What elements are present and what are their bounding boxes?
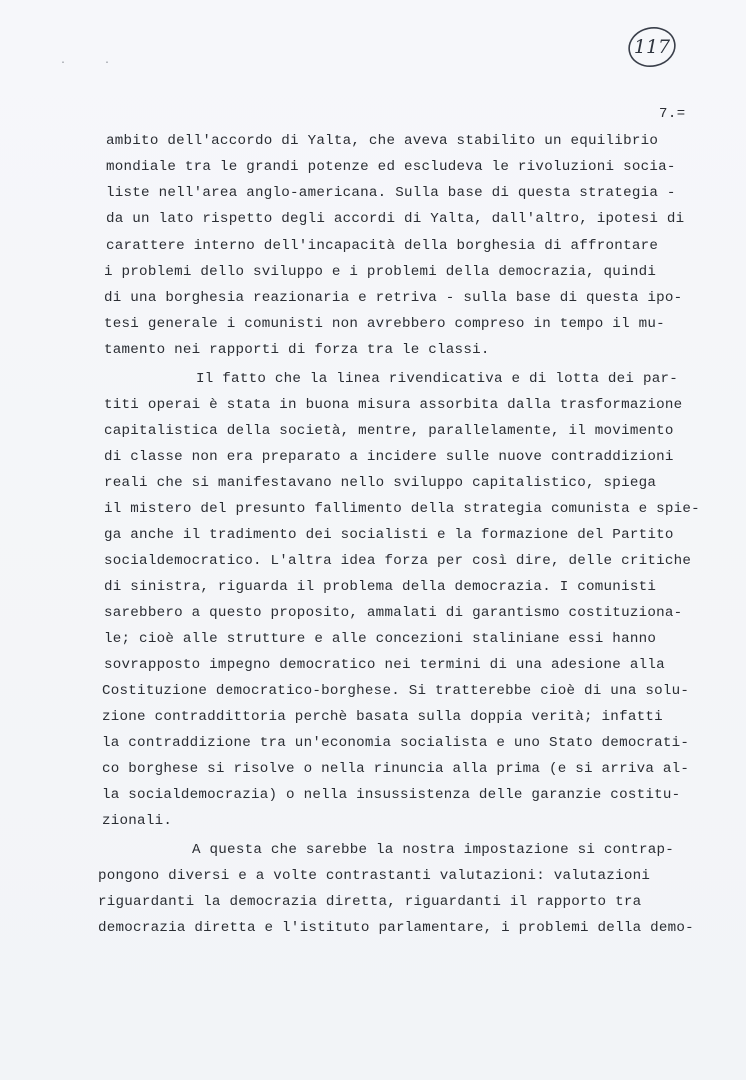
text-line: da un lato rispetto degli accordi di Yalta, dall'altro, ipotesi di [106, 211, 685, 227]
text-line: la socialdemocrazia) o nella insussistenza delle garanzie costitu- [102, 787, 681, 803]
paragraph-start-line: A questa che sarebbe la nostra impostazione si contrap- [192, 842, 675, 858]
text-line: pongono diversi e a volte contrastanti valutazioni: valutazioni [98, 868, 651, 884]
text-line: zionali. [102, 813, 173, 829]
paragraph-start-line: Il fatto che la linea rivendicativa e di lotta dei par- [196, 371, 679, 387]
text-line: carattere interno dell'incapacità della borghesia di affrontare [106, 238, 659, 254]
text-line: ambito dell'accordo di Yalta, che aveva stabilito un equilibrio [106, 133, 659, 149]
text-line: titi operai è stata in buona misura assorbita dalla trasformazione [104, 397, 683, 413]
text-line: sovrapposto impegno democratico nei termini di una adesione alla [104, 657, 665, 673]
text-line: i problemi dello sviluppo e i problemi della democrazia, quindi [104, 264, 657, 280]
text-line: mondiale tra le grandi potenze ed escludeva le rivoluzioni socia- [106, 159, 676, 175]
text-line: Costituzione democratico-borghese. Si tratterebbe cioè di una solu- [102, 683, 690, 699]
text-line: socialdemocratico. L'altra idea forza per così dire, delle critiche [104, 553, 692, 569]
text-line: ga anche il tradimento dei socialisti e la formazione del Partito [104, 527, 674, 543]
text-line: capitalistica della società, mentre, parallelamente, il movimento [104, 423, 674, 439]
text-line: il mistero del presunto fallimento della strategia comunista e spie- [104, 501, 700, 517]
text-line: democrazia diretta e l'istituto parlamentare, i problemi della demo- [98, 920, 694, 936]
text-line: riguardanti la democrazia diretta, riguardanti il rapporto tra [98, 894, 642, 910]
text-line: di sinistra, riguarda il problema della democrazia. I comunisti [104, 579, 657, 595]
archive-number-text: 117 [633, 36, 671, 58]
text-line: liste nell'area anglo-americana. Sulla base di questa strategia - [106, 185, 676, 201]
text-line: la contraddizione tra un'economia socialista e uno Stato democrati- [102, 735, 690, 751]
text-line: zione contraddittoria perchè basata sulla doppia verità; infatti [102, 709, 663, 725]
page-number: 7.= [659, 106, 686, 122]
scan-specks: · · [60, 58, 127, 69]
text-line: le; cioè alle strutture e alle concezioni staliniane essi hanno [104, 631, 657, 647]
text-line: di una borghesia reazionaria e retriva - sulla base di questa ipo- [104, 290, 683, 306]
text-line: co borghese si risolve o nella rinuncia alla prima (e si arriva al- [102, 761, 690, 777]
text-line: di classe non era preparato a incidere sulle nuove contraddizioni [104, 449, 674, 465]
text-line: tamento nei rapporti di forza tra le classi. [104, 342, 490, 358]
text-line: sarebbero a questo proposito, ammalati di garantismo costituziona- [104, 605, 683, 621]
text-line: reali che si manifestavano nello sviluppo capitalistico, spiega [104, 475, 657, 491]
text-line: tesi generale i comunisti non avrebbero compreso in tempo il mu- [104, 316, 665, 332]
